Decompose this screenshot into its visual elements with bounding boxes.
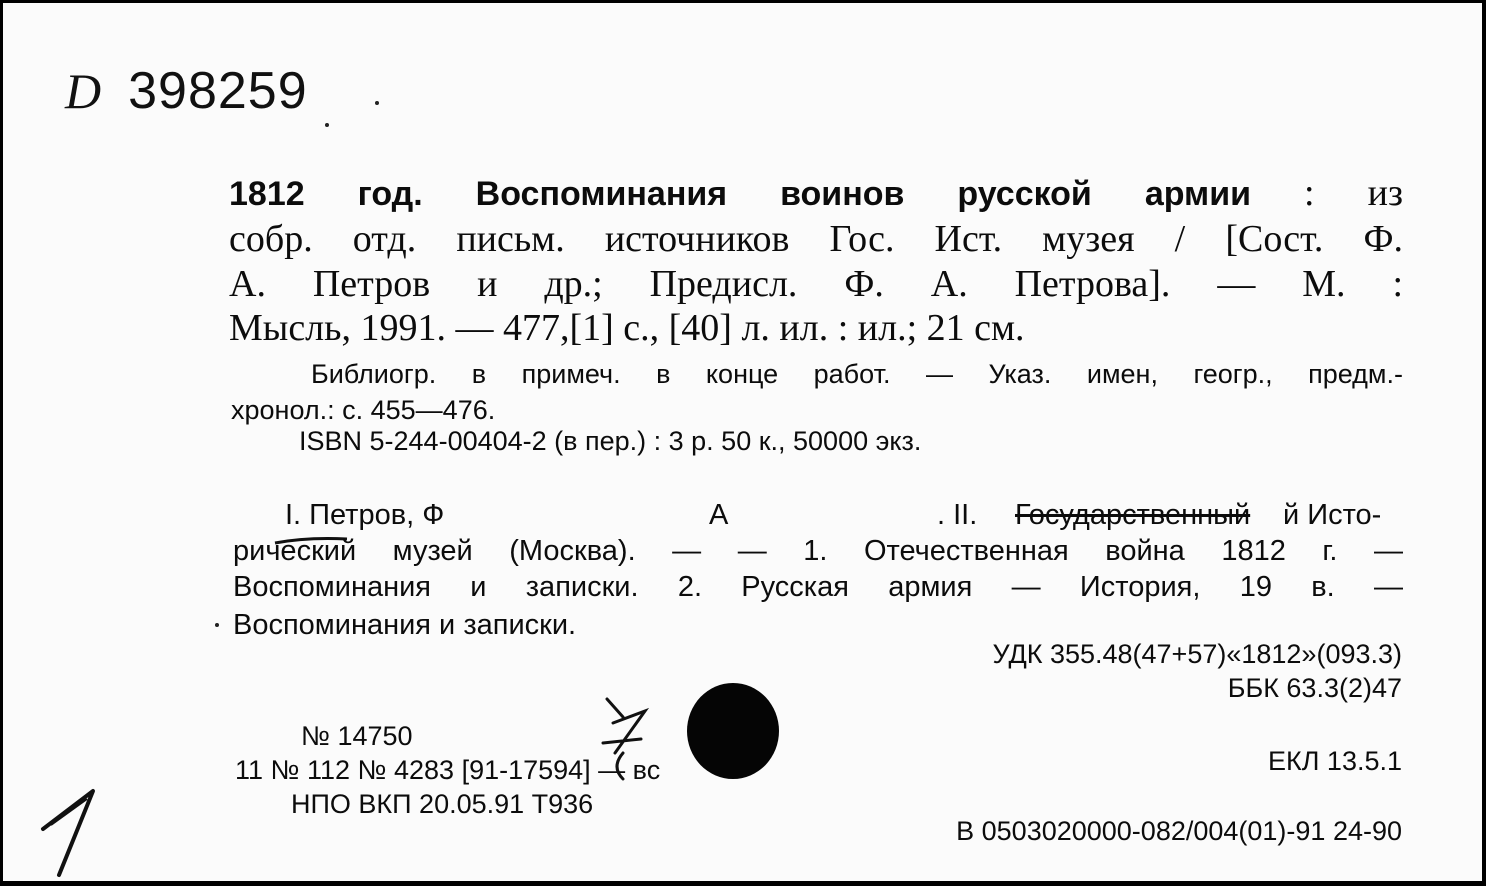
ink-blot	[687, 683, 779, 779]
ink-speck	[325, 123, 329, 127]
imprint-line-3: НПО ВКП 20.05.91 Т936	[291, 789, 594, 819]
tracing-initial: А	[709, 499, 729, 531]
udk-code: УДК 355.48(47+57)«1812»(093.3)	[992, 639, 1402, 669]
ink-speck	[215, 623, 219, 627]
tracing-cont: й Исто-	[1283, 499, 1382, 531]
tracing-line-3: Воспоминания и записки. 2. Русская армия — История, 19 в. —	[233, 571, 1403, 603]
ekl-code: ЕКЛ 13.5.1	[1267, 746, 1402, 776]
imprint-line-2: 11 № 112 № 4283 [91-17594] — вс	[235, 755, 661, 785]
b-code: В 0503020000-082/004(01)-91 24-90	[956, 816, 1402, 846]
call-number-prefix: D	[65, 63, 103, 119]
handwritten-mark-icon	[593, 687, 663, 787]
tracing-line-4: Воспоминания и записки.	[233, 609, 577, 641]
entry-line-1	[229, 171, 1403, 217]
entry-line-2: собр. отд. письм. источников Гос. Ист. музея / [Сост. Ф.	[229, 218, 1403, 260]
entry-subtitle-start: : из	[1251, 172, 1404, 214]
handwritten-number-icon	[37, 785, 107, 881]
tracing-author: I. Петров, Ф	[285, 499, 445, 531]
tracing-roman-2: . II.	[937, 499, 978, 531]
call-number	[65, 61, 308, 121]
isbn-line: ISBN 5-244-00404-2 (в пер.) : 3 р. 50 к., 50000 экз.	[299, 426, 922, 456]
main-entry	[229, 171, 1403, 307]
entry-line-4: Мысль, 1991. — 477,[1] с., [40] л. ил. : ил.; 21 см.	[229, 307, 1025, 349]
tracing-line-2: рический музей (Москва). — — 1. Отечественная война 1812 г. —	[233, 535, 1403, 567]
call-number-value: 398259	[128, 62, 308, 120]
entry-title: 1812 год. Воспоминания воинов русской армии	[229, 175, 1252, 213]
bibliography-note: Библиогр. в примеч. в конце работ. — Указ. имен, геогр., предм.-	[311, 359, 1403, 389]
bbk-code: ББК 63.3(2)47	[1227, 673, 1402, 703]
imprint-line-1: № 14750	[301, 721, 413, 751]
ink-speck	[375, 101, 379, 105]
bibliography-note-cont: хронол.: с. 455—476.	[231, 395, 496, 425]
entry-line-3: А. Петров и др.; Предисл. Ф. А. Петрова]. — М. :	[229, 263, 1403, 305]
tracing-struck-word: Государственный	[1015, 499, 1251, 531]
